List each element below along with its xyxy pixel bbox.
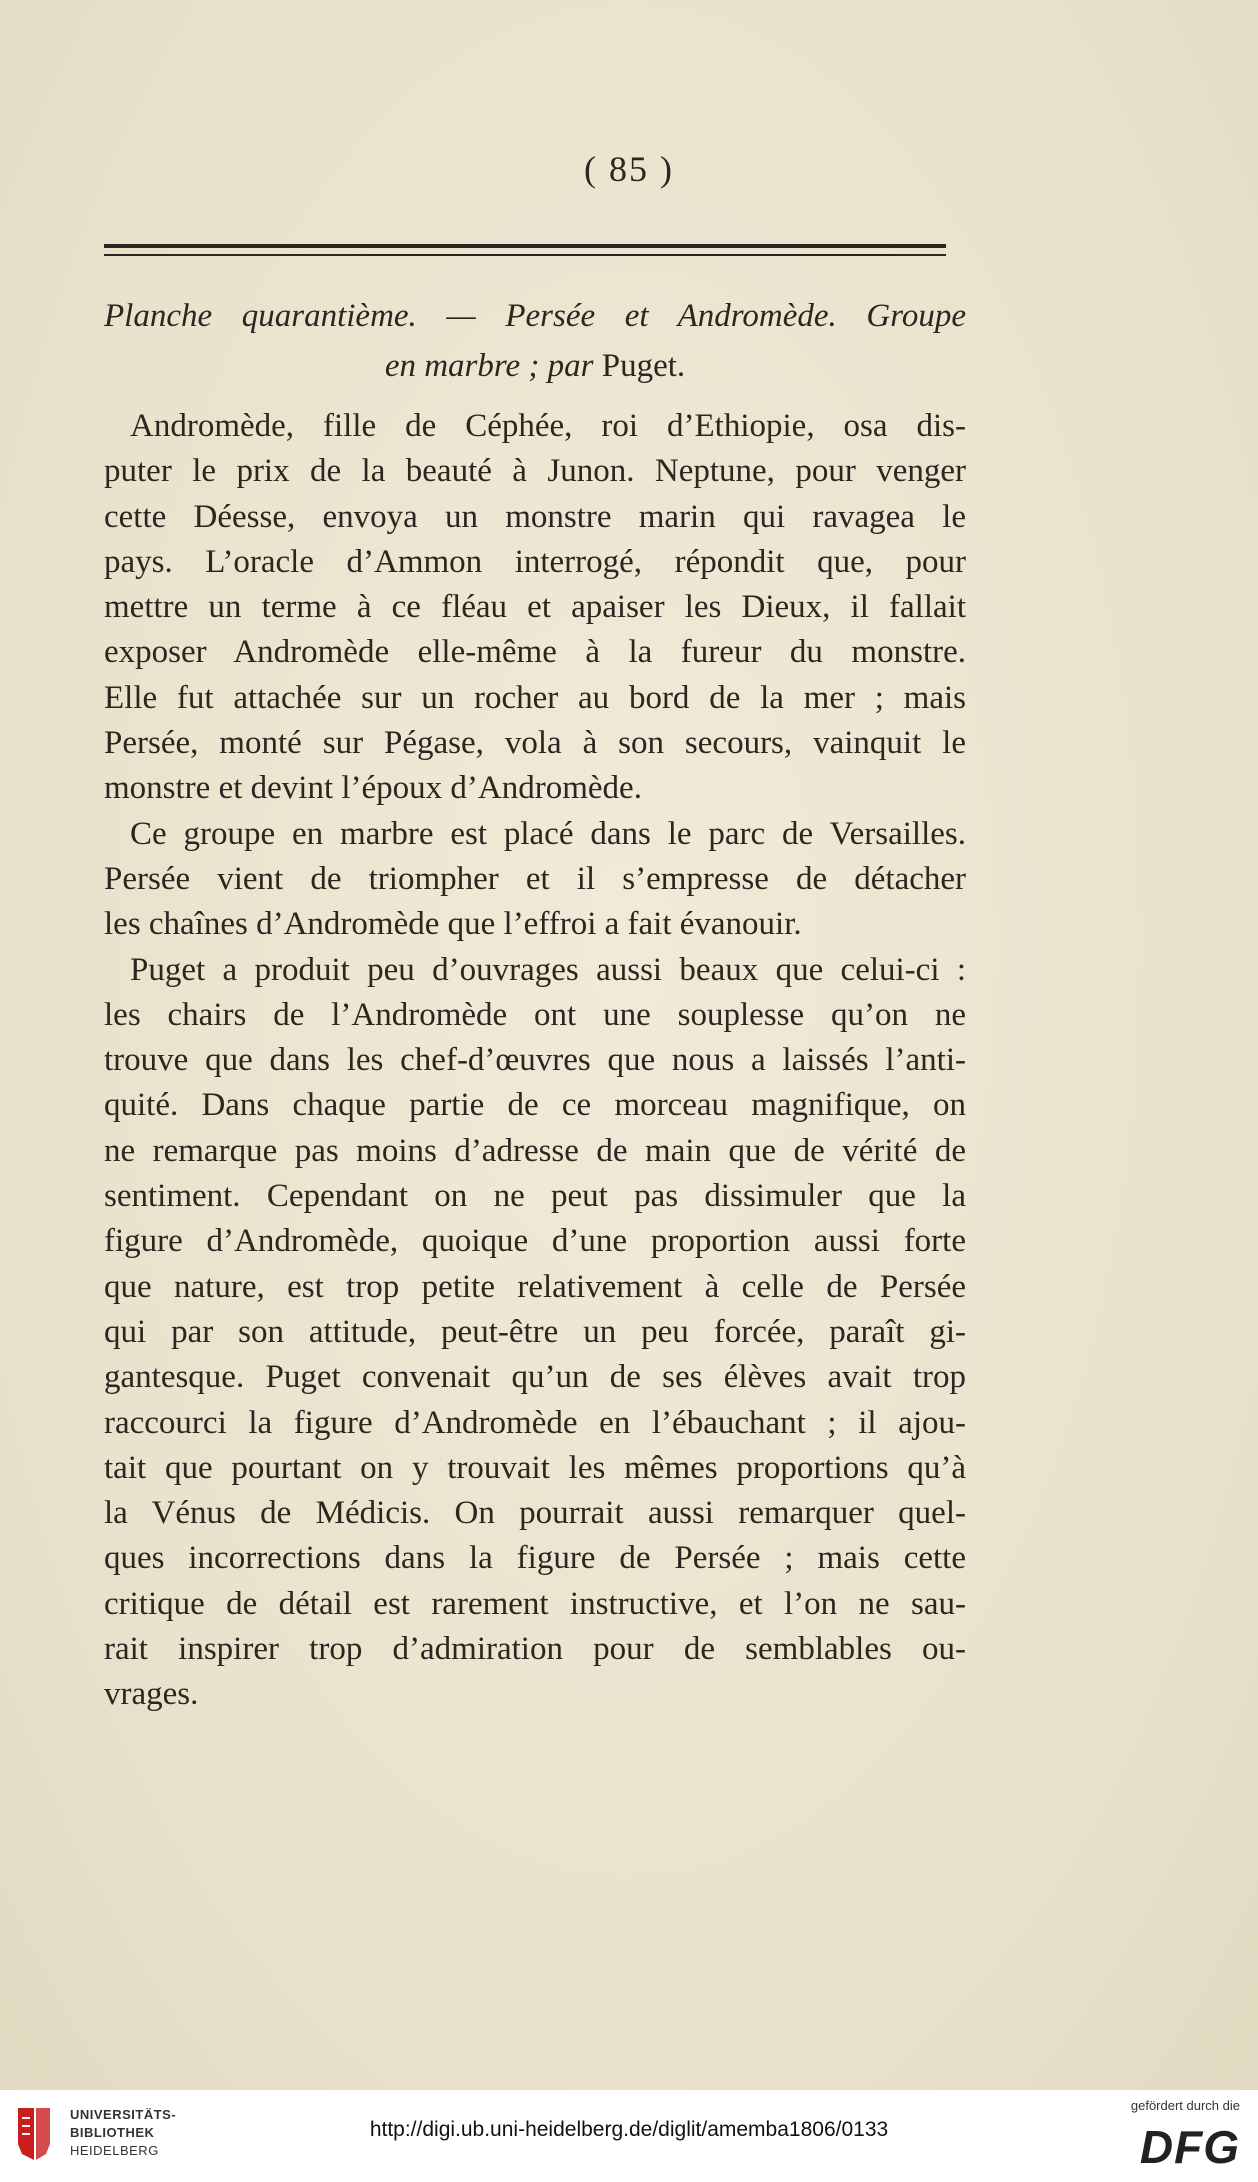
text-line: la Vénus de Médicis. On pourrait aussi remarquer quel- bbox=[104, 1495, 966, 1532]
text-line: les chairs de l’Andromède ont une souplesse qu’on ne bbox=[104, 996, 966, 1033]
body-text bbox=[104, 404, 966, 1718]
text-line: Persée, monté sur Pégase, vola à son secours, vainquit le bbox=[104, 725, 966, 762]
text-line: critique de détail est rarement instructive, et l’on ne sau- bbox=[104, 1585, 966, 1622]
heading-line-2 bbox=[104, 341, 966, 391]
page-number: ( 85 ) bbox=[584, 149, 674, 189]
text-line: exposer Andromède elle-même à la fureur du monstre. bbox=[104, 634, 966, 671]
text-line: vrages. bbox=[104, 1676, 199, 1713]
text-line: ques incorrections dans la figure de Persée ; mais cette bbox=[104, 1540, 966, 1577]
text-line: Ce groupe en marbre est placé dans le parc de Versailles. bbox=[130, 815, 966, 852]
heading-line-1: Planche quarantième. — Persée et Andromède. Groupe bbox=[104, 298, 966, 334]
text-line: puter le prix de la beauté à Junon. Neptune, pour venger bbox=[104, 453, 966, 490]
sculptor-name: Puget. bbox=[601, 348, 686, 384]
dfg-logo: DFG bbox=[1139, 2121, 1240, 2173]
text-line: sentiment. Cependant on ne peut pas dissimuler que la bbox=[104, 1178, 966, 1215]
text-line: Puget a produit peu d’ouvrages aussi beaux que celui-ci : bbox=[130, 951, 966, 988]
text-line: quité. Dans chaque partie de ce morceau magnifique, on bbox=[104, 1087, 966, 1124]
text-line: ne remarque pas moins d’adresse de main que de vérité de bbox=[104, 1132, 966, 1169]
permalink-url[interactable]: http://digi.ub.uni-heidelberg.de/diglit/amemba1806/0133 bbox=[369, 2118, 889, 2141]
header-rule-thin bbox=[104, 254, 946, 256]
text-line: monstre et devint l’époux d’Andromède. bbox=[104, 770, 642, 807]
funding-note: gefördert durch die bbox=[1130, 2098, 1240, 2113]
text-line: rait inspirer trop d’admiration pour de semblables ou- bbox=[104, 1631, 966, 1668]
text-line: trouve que dans les chef-d’œuvres que nous a laissés l’anti- bbox=[104, 1042, 966, 1079]
text-line: raccourci la figure d’Andromède en l’ébauchant ; il ajou- bbox=[104, 1404, 966, 1441]
text-line: Elle fut attachée sur un rocher au bord de la mer ; mais bbox=[104, 679, 966, 716]
footer-bar bbox=[0, 2090, 1258, 2182]
library-line-3: HEIDELBERG bbox=[70, 2143, 159, 2158]
text-line: gantesque. Puget convenait qu’un de ses élèves avait trop bbox=[104, 1359, 966, 1396]
heading-line-2-text: en marbre ; par bbox=[384, 348, 602, 384]
text-line: figure d’Andromède, quoique d’une proportion aussi forte bbox=[104, 1223, 966, 1260]
library-line-1: UNIVERSITÄTS- bbox=[70, 2107, 177, 2122]
text-line: tait que pourtant on y trouvait les mêmes proportions qu’à bbox=[104, 1449, 966, 1486]
text-line: les chaînes d’Andromède que l’effroi a fait évanouir. bbox=[104, 906, 802, 943]
text-line: Persée vient de triompher et il s’empresse de détacher bbox=[104, 860, 966, 897]
header-rule-thick bbox=[104, 244, 946, 248]
text-line: Andromède, fille de Céphée, roi d’Ethiopie, osa dis- bbox=[130, 408, 966, 444]
plate-heading bbox=[104, 291, 966, 391]
library-line-2: BIBLIOTHEK bbox=[70, 2125, 155, 2140]
text-line: pays. L’oracle d’Ammon interrogé, répondit que, pour bbox=[104, 543, 966, 580]
text-line: mettre un terme à ce fléau et apaiser les Dieux, il fallait bbox=[104, 589, 966, 626]
text-line: qui par son attitude, peut-être un peu forcée, paraît gi- bbox=[104, 1313, 966, 1350]
text-line: cette Déesse, envoya un monstre marin qui ravagea le bbox=[104, 498, 966, 535]
text-line: que nature, est trop petite relativement à celle de Persée bbox=[104, 1268, 966, 1305]
